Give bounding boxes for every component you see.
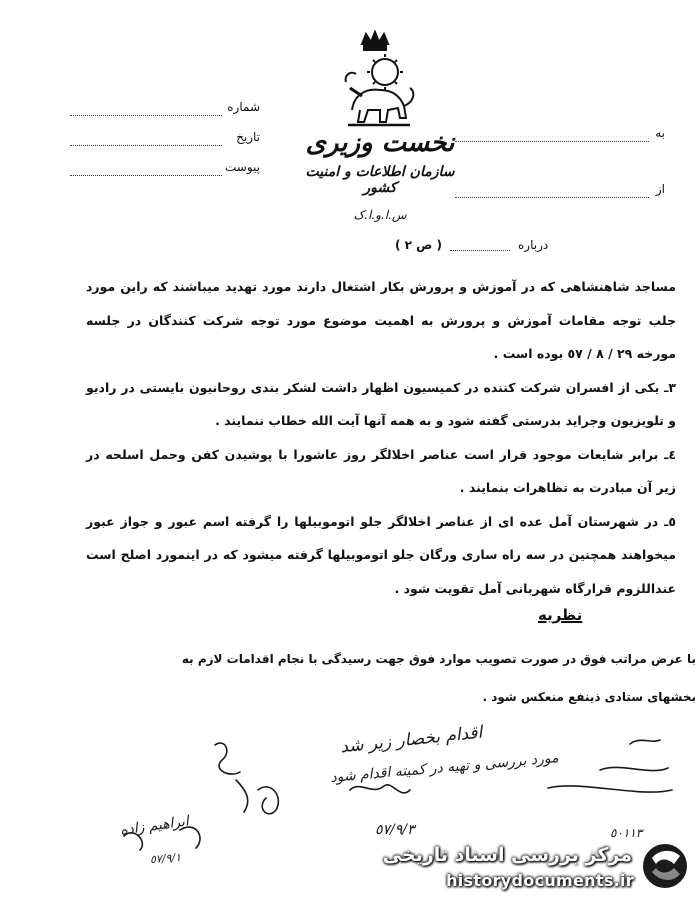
watermark-url: historydocuments.ir <box>446 871 634 890</box>
paragraph-5: ٥ـ در شهرستان آمل عده ای از عناصر اخلالگر جلو اتوموبیلها را گرفته اسم عبور و جواز عبور میخواهند همچنین در سه راه ساری ورگان جلو اتوموبیلها گرفته میشود که در اینمورد اصلح است عنداللزوم قرارگاه شهربانی آمل تقویت شود . <box>86 513 676 596</box>
date-label: تاریخ <box>236 130 260 144</box>
opinion-heading: نظریه <box>538 606 583 624</box>
subject-label: درباره <box>517 238 549 252</box>
handwritten-note-1: اقدام بخصار زیر شد <box>339 722 484 758</box>
handwritten-date: ٥٧/٩/٣ <box>375 822 415 838</box>
org-title: نخست وزیری <box>305 128 455 158</box>
signature-strokes-bottom-left <box>124 827 200 850</box>
paragraph-3: ٣ـ یکی از افسران شرکت کننده در کمیسیون اظهار داشت لشکر بندی روحانیون بایستی در رادیو و تلویزیون وجراید بدرستی گفته شود و به همه آنها آیت الله خطاب ننمایند . <box>86 379 676 428</box>
handwritten-note-2: مورد بررسی و تهیه در کمیته اقدام شود <box>329 750 560 786</box>
watermark <box>382 838 698 896</box>
handwritten-date-left: ٥٧/٩/١ <box>149 850 182 867</box>
number-label: شماره <box>227 100 260 114</box>
archive-logo-icon <box>640 840 690 892</box>
org-subtitle: سازمان اطلاعات و امنیت کشور <box>305 164 455 196</box>
handwritten-reference: ٥٠١١٣ <box>610 826 643 840</box>
signature-strokes-right <box>548 740 672 792</box>
opinion-line-1: با عرض مراتب فوق در صورت تصویب موارد فوق جهت رسیدگی با نجام اقدامات لازم به <box>181 652 696 666</box>
watermark-title: مرکز بررسی اسناد تاریخی <box>382 844 632 866</box>
handwritten-signature-left: ابراهیم زاده <box>119 813 190 839</box>
attachment-label: پیوست <box>225 160 260 174</box>
to-label: به <box>655 126 665 140</box>
subject-value: ( ص ٢ ) <box>395 238 442 252</box>
signature-center <box>350 785 410 793</box>
from-label: از <box>655 182 665 196</box>
paragraph-1: مساجد شاهنشاهی که در آموزش و پرورش بکار اشتغال دارند مورد تهدید میباشند که راین مورد جلب توجه مقامات آموزش و پرورش به اهمیت موضوع مورد توجه شرکت کنندگان در جلسه مورخه ٢٩ / ٨ / ٥٧ بوده است . <box>86 279 676 361</box>
signature-strokes-left <box>215 743 278 814</box>
opinion-line-2: بخشهای ستادی ذینفع منعکس شود . <box>482 690 696 704</box>
paragraph-4: ٤ـ برابر شایعات موجود قرار است عناصر اخلالگر روز عاشورا با پوشیدن کفن وحمل اسلحه در زیر آن مبادرت به تظاهرات بنمایند . <box>86 446 676 495</box>
org-code: س.ا.و.ا.ک <box>353 208 407 222</box>
